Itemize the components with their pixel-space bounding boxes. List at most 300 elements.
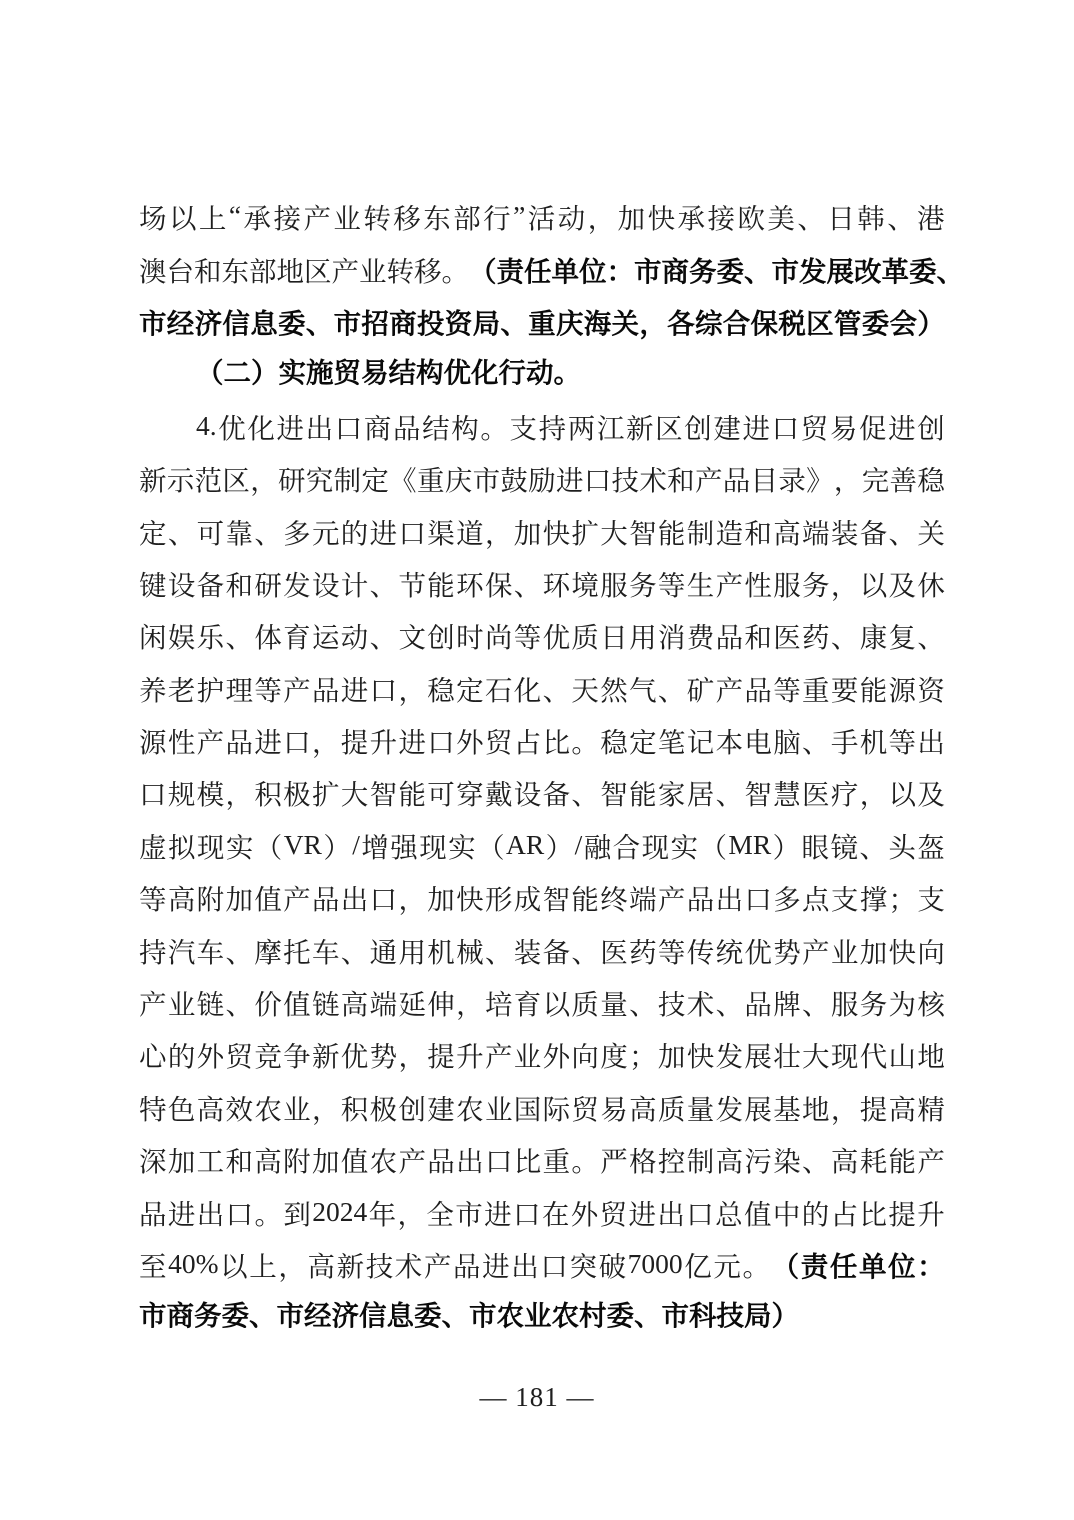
glyph: 、 <box>513 569 542 601</box>
glyph: 4. <box>196 409 217 441</box>
glyph: 结 <box>422 412 450 444</box>
glyph: 地 <box>802 1093 830 1125</box>
glyph: 术 <box>394 1251 423 1282</box>
glyph: 业 <box>830 936 859 968</box>
glyph: （ <box>254 831 283 863</box>
glyph: 代 <box>859 1041 888 1073</box>
glyph: 高 <box>888 1093 917 1125</box>
glyph: 快 <box>647 203 676 235</box>
glyph: 运 <box>311 622 340 654</box>
glyph: 位 <box>579 255 607 287</box>
glyph: 快 <box>686 1041 715 1073</box>
glyph: 产 <box>694 465 723 497</box>
glyph: 江 <box>596 412 625 444</box>
glyph: 、 <box>657 674 686 706</box>
glyph: 优 <box>744 936 772 968</box>
glyph: 综 <box>694 307 723 339</box>
glyph: 外 <box>570 1198 599 1230</box>
glyph: 端 <box>802 517 830 549</box>
glyph: 两 <box>567 412 596 444</box>
glyph: 进 <box>254 727 282 759</box>
glyph: 动 <box>340 622 369 654</box>
glyph: 产 <box>423 1251 452 1282</box>
glyph: 术 <box>639 465 667 497</box>
text-line <box>139 242 964 294</box>
glyph: 能 <box>398 779 426 811</box>
glyph: 出 <box>715 884 744 916</box>
text-line <box>139 1185 945 1237</box>
glyph: 港 <box>917 203 945 235</box>
glyph: 向 <box>571 1041 599 1073</box>
glyph: 转 <box>386 255 414 287</box>
glyph: 提 <box>427 1041 455 1073</box>
glyph: 东 <box>221 255 249 287</box>
glyph: 元 <box>311 517 340 549</box>
glyph: 理 <box>225 674 253 706</box>
glyph: 制 <box>686 517 715 549</box>
glyph: 务 <box>802 569 830 601</box>
glyph: 的 <box>167 1041 196 1073</box>
glyph: 农 <box>369 1146 398 1178</box>
glyph: 展 <box>744 1093 772 1125</box>
glyph: 业 <box>513 1041 542 1073</box>
glyph: 韩 <box>857 203 885 235</box>
glyph: 庆 <box>444 465 473 497</box>
glyph: 发 <box>715 1041 744 1073</box>
glyph: 口 <box>283 727 311 759</box>
glyph: 现 <box>419 831 447 863</box>
glyph: 展 <box>744 1041 772 1073</box>
glyph: 值 <box>254 884 282 916</box>
glyph: 形 <box>484 884 513 916</box>
glyph: 加 <box>513 517 542 549</box>
glyph: 康 <box>859 622 888 654</box>
glyph: 统 <box>715 936 744 968</box>
glyph: 加 <box>225 884 253 916</box>
text-line <box>139 871 945 923</box>
glyph: 精 <box>917 1093 945 1125</box>
glyph: 极 <box>369 1093 398 1125</box>
glyph: 比 <box>513 1146 542 1178</box>
glyph: 高 <box>715 1146 744 1178</box>
glyph: 智 <box>600 779 628 811</box>
glyph: 任 <box>524 255 552 287</box>
glyph: ， <box>278 1251 306 1282</box>
glyph: 出 <box>917 727 945 759</box>
glyph: 加 <box>311 1146 340 1178</box>
glyph: 服 <box>830 989 859 1021</box>
glyph: 值 <box>340 1146 369 1178</box>
glyph: 加 <box>657 1041 686 1073</box>
glyph: 产 <box>657 884 686 916</box>
glyph: 产 <box>484 1041 513 1073</box>
glyph: 消 <box>657 622 686 654</box>
glyph: 化 <box>513 674 542 706</box>
glyph: 产 <box>398 1146 426 1178</box>
glyph: 深 <box>139 1146 167 1178</box>
glyph: 高 <box>629 1093 657 1125</box>
glyph: 创 <box>684 412 712 444</box>
glyph: 重 <box>802 674 830 706</box>
glyph: 牌 <box>773 989 801 1021</box>
glyph: 重 <box>528 307 556 339</box>
text-line <box>139 819 945 871</box>
glyph: 以 <box>888 779 917 811</box>
glyph: 口 <box>686 1198 714 1230</box>
glyph: 美 <box>767 203 795 235</box>
glyph: 年 <box>368 1198 397 1230</box>
glyph: 出 <box>305 412 334 444</box>
glyph: 备 <box>859 517 888 549</box>
glyph: 笔 <box>657 727 686 759</box>
glyph: 息 <box>250 307 278 339</box>
glyph: 创 <box>427 622 455 654</box>
glyph: 药 <box>802 622 830 654</box>
glyph: 品 <box>686 884 715 916</box>
glyph: 等 <box>254 674 282 706</box>
glyph: 重 <box>416 465 445 497</box>
glyph: 支 <box>917 884 945 916</box>
glyph: 备 <box>542 936 571 968</box>
glyph: 动 <box>557 203 586 235</box>
glyph: 口 <box>225 1198 254 1230</box>
glyph: 活 <box>527 203 556 235</box>
glyph: （ <box>469 255 497 287</box>
glyph: 东 <box>423 203 451 235</box>
glyph: 出 <box>657 1198 685 1230</box>
glyph: 转 <box>363 203 391 235</box>
glyph: 计 <box>340 569 369 601</box>
glyph: 示 <box>166 465 195 497</box>
glyph: 出 <box>511 1251 539 1282</box>
glyph: 、 <box>484 936 513 968</box>
glyph: 市 <box>333 307 362 339</box>
glyph: 慧 <box>773 779 801 811</box>
text-line <box>139 1028 945 1080</box>
glyph: 品 <box>311 674 340 706</box>
glyph: 突 <box>569 1251 597 1282</box>
glyph: 口 <box>139 779 167 811</box>
glyph: 山 <box>888 1041 917 1073</box>
glyph: 要 <box>830 674 859 706</box>
glyph: 委 <box>277 307 306 339</box>
glyph: ， <box>311 1093 340 1125</box>
glyph: 环 <box>456 569 484 601</box>
glyph: 能 <box>571 884 599 916</box>
glyph: 以 <box>220 1251 248 1282</box>
glyph: 体 <box>254 622 282 654</box>
glyph: 易 <box>600 1093 628 1125</box>
glyph: 保 <box>750 307 779 339</box>
glyph: ， <box>311 727 340 759</box>
glyph: 造 <box>715 517 744 549</box>
page-footer <box>0 1382 1074 1413</box>
glyph: 口 <box>744 884 772 916</box>
glyph: 和 <box>225 1146 253 1178</box>
glyph: 性 <box>744 569 772 601</box>
glyph: 尚 <box>484 622 513 654</box>
glyph: ， <box>398 674 426 706</box>
glyph: 济 <box>194 307 223 339</box>
glyph: 矿 <box>686 674 715 706</box>
glyph: 天 <box>571 674 599 706</box>
glyph: 培 <box>484 989 513 1021</box>
glyph: 化 <box>247 412 275 444</box>
glyph: 拟 <box>167 831 196 863</box>
glyph: 附 <box>196 884 225 916</box>
glyph: 委 <box>909 255 937 287</box>
glyph: 品 <box>453 1251 481 1282</box>
glyph: ， <box>225 779 253 811</box>
glyph: 等 <box>657 936 686 968</box>
glyph: 融 <box>583 831 612 863</box>
glyph: 加 <box>427 884 455 916</box>
glyph: 的 <box>340 517 369 549</box>
glyph: 占 <box>513 727 542 759</box>
glyph: 增 <box>361 831 389 863</box>
glyph: 进 <box>398 727 426 759</box>
glyph: 技 <box>611 465 640 497</box>
glyph: 信 <box>222 307 250 339</box>
glyph: 持 <box>139 936 167 968</box>
glyph: 务 <box>859 989 888 1021</box>
glyph: 电 <box>744 727 772 759</box>
glyph: 新 <box>311 1041 340 1073</box>
glyph: 日 <box>827 203 855 235</box>
glyph: 心 <box>139 1041 167 1073</box>
glyph: 、 <box>254 517 282 549</box>
glyph: 快 <box>542 517 571 549</box>
glyph: 、 <box>305 307 334 339</box>
glyph: 建 <box>427 1093 455 1125</box>
glyph: 实 <box>225 831 254 863</box>
glyph: 、 <box>542 674 571 706</box>
glyph: 、 <box>571 779 599 811</box>
glyph: 进 <box>276 412 304 444</box>
glyph: 支 <box>509 412 537 444</box>
glyph: 际 <box>542 1093 571 1125</box>
glyph: 口 <box>484 1146 513 1178</box>
text-line <box>139 976 945 1028</box>
glyph: ： <box>606 255 634 287</box>
glyph: 、 <box>715 779 744 811</box>
glyph: 2024 <box>312 1195 368 1227</box>
glyph: ， <box>397 1198 425 1230</box>
glyph: 口 <box>369 674 398 706</box>
glyph: 向 <box>917 936 945 968</box>
glyph: 市 <box>634 255 662 287</box>
text-line <box>139 609 945 661</box>
glyph: AR <box>506 828 545 860</box>
glyph: 责 <box>800 1251 829 1282</box>
glyph: 老 <box>167 674 196 706</box>
glyph: 、 <box>859 831 887 863</box>
glyph: 招 <box>361 307 389 339</box>
glyph: ） <box>545 831 574 863</box>
glyph: 鼓 <box>500 465 528 497</box>
glyph: 稳 <box>917 465 945 497</box>
glyph: 口 <box>513 1198 541 1230</box>
glyph: 优 <box>218 412 246 444</box>
glyph: 提 <box>888 1198 916 1230</box>
glyph: 术 <box>686 989 715 1021</box>
glyph: 等 <box>657 569 686 601</box>
glyph: 、 <box>802 989 830 1021</box>
glyph: 务 <box>689 255 717 287</box>
glyph: 服 <box>773 569 801 601</box>
glyph: 产 <box>283 884 311 916</box>
glyph: 石 <box>484 674 513 706</box>
glyph: 口 <box>583 465 612 497</box>
glyph: 产 <box>303 203 331 235</box>
glyph: 部 <box>453 203 481 235</box>
glyph: 、 <box>225 989 253 1021</box>
glyph: 贸 <box>484 727 513 759</box>
glyph: 模 <box>196 779 225 811</box>
glyph: 关 <box>611 307 640 339</box>
glyph: 位 <box>888 1251 916 1282</box>
glyph: 业 <box>359 255 387 287</box>
glyph: 积 <box>254 779 282 811</box>
glyph: 以 <box>542 989 571 1021</box>
glyph: 质 <box>571 622 599 654</box>
glyph: （ <box>699 831 727 863</box>
glyph: 升 <box>917 1198 945 1230</box>
glyph: / <box>574 828 583 860</box>
glyph: 械 <box>456 936 484 968</box>
glyph: 合 <box>612 831 641 863</box>
glyph: 。 <box>254 1198 282 1230</box>
glyph: 可 <box>427 779 455 811</box>
glyph: 和 <box>744 622 772 654</box>
glyph: 质 <box>571 989 599 1021</box>
glyph: 多 <box>283 517 311 549</box>
glyph: 气 <box>629 674 657 706</box>
glyph: / <box>352 828 360 860</box>
glyph: 商 <box>389 307 417 339</box>
glyph: 品 <box>393 412 421 444</box>
glyph: 农 <box>254 1093 282 1125</box>
glyph: 效 <box>225 1093 253 1125</box>
glyph: 责 <box>496 255 524 287</box>
glyph: 、 <box>802 727 830 759</box>
glyph: 值 <box>283 989 311 1021</box>
glyph: 记 <box>686 727 715 759</box>
glyph: 疗 <box>830 779 859 811</box>
glyph: 、 <box>571 936 599 968</box>
glyph: 口 <box>398 517 426 549</box>
glyph: 居 <box>686 779 715 811</box>
glyph: 和 <box>225 569 253 601</box>
glyph: 点 <box>802 884 830 916</box>
glyph: 进 <box>742 412 770 444</box>
glyph: 高 <box>340 989 369 1021</box>
glyph: 单 <box>551 255 579 287</box>
glyph: 。 <box>480 412 508 444</box>
glyph: 管 <box>833 307 862 339</box>
glyph: ） <box>772 831 801 863</box>
glyph: ， <box>398 884 426 916</box>
glyph: 终 <box>600 884 628 916</box>
document-body <box>139 190 964 1343</box>
glyph: 比 <box>859 1198 887 1230</box>
glyph: 端 <box>629 884 657 916</box>
glyph: 托 <box>283 936 311 968</box>
glyph: 贸 <box>571 1093 599 1125</box>
glyph: 、 <box>340 936 369 968</box>
glyph: 品 <box>427 1146 455 1178</box>
glyph: 乐 <box>196 622 225 654</box>
glyph: 机 <box>859 727 888 759</box>
glyph: 务 <box>629 569 657 601</box>
glyph: 性 <box>167 727 196 759</box>
glyph: ， <box>250 465 278 497</box>
glyph: 控 <box>657 1146 686 1178</box>
glyph: 工 <box>196 1146 225 1178</box>
glyph: 亿 <box>684 1251 712 1282</box>
glyph: 扩 <box>311 779 340 811</box>
glyph: 家 <box>657 779 686 811</box>
glyph: ； <box>629 1041 657 1073</box>
glyph: “ <box>228 200 242 232</box>
glyph: ， <box>587 203 616 235</box>
glyph: ， <box>830 569 859 601</box>
glyph: 研 <box>277 465 306 497</box>
glyph: 休 <box>917 569 945 601</box>
glyph: 药 <box>629 936 657 968</box>
text-line <box>139 295 945 347</box>
glyph: 镜 <box>830 831 858 863</box>
glyph: 接 <box>273 203 301 235</box>
glyph: 《 <box>389 465 417 497</box>
glyph: 和 <box>744 517 772 549</box>
glyph: 优 <box>542 622 571 654</box>
glyph: 机 <box>427 936 455 968</box>
glyph: 环 <box>542 569 571 601</box>
glyph: 范 <box>194 465 223 497</box>
glyph: 、 <box>797 203 825 235</box>
glyph: 商 <box>661 255 689 287</box>
glyph: 高 <box>196 1093 225 1125</box>
text-line <box>139 452 945 504</box>
glyph: ） <box>323 831 351 863</box>
glyph: 任 <box>829 1251 858 1282</box>
glyph: 日 <box>600 622 628 654</box>
glyph: 新 <box>139 465 167 497</box>
glyph: 产 <box>802 936 830 968</box>
glyph: 外 <box>456 727 484 759</box>
glyph: 高 <box>830 1146 859 1178</box>
glyph: 技 <box>365 1251 394 1282</box>
glyph: VR <box>283 828 322 860</box>
glyph: 快 <box>456 884 484 916</box>
glyph: 时 <box>456 622 484 654</box>
glyph: 、 <box>744 255 772 287</box>
glyph: 高 <box>254 1146 282 1178</box>
glyph: 励 <box>528 465 556 497</box>
glyph: 产 <box>196 727 225 759</box>
glyph: 上 <box>249 1251 277 1282</box>
glyph: 设 <box>311 569 340 601</box>
glyph: ， <box>456 989 484 1021</box>
glyph: 构 <box>451 412 479 444</box>
glyph: 核 <box>917 989 945 1021</box>
glyph: 文 <box>398 622 426 654</box>
text-line <box>139 1290 945 1342</box>
glyph: 以 <box>859 569 888 601</box>
glyph: 究 <box>305 465 334 497</box>
glyph: 局 <box>472 307 501 339</box>
